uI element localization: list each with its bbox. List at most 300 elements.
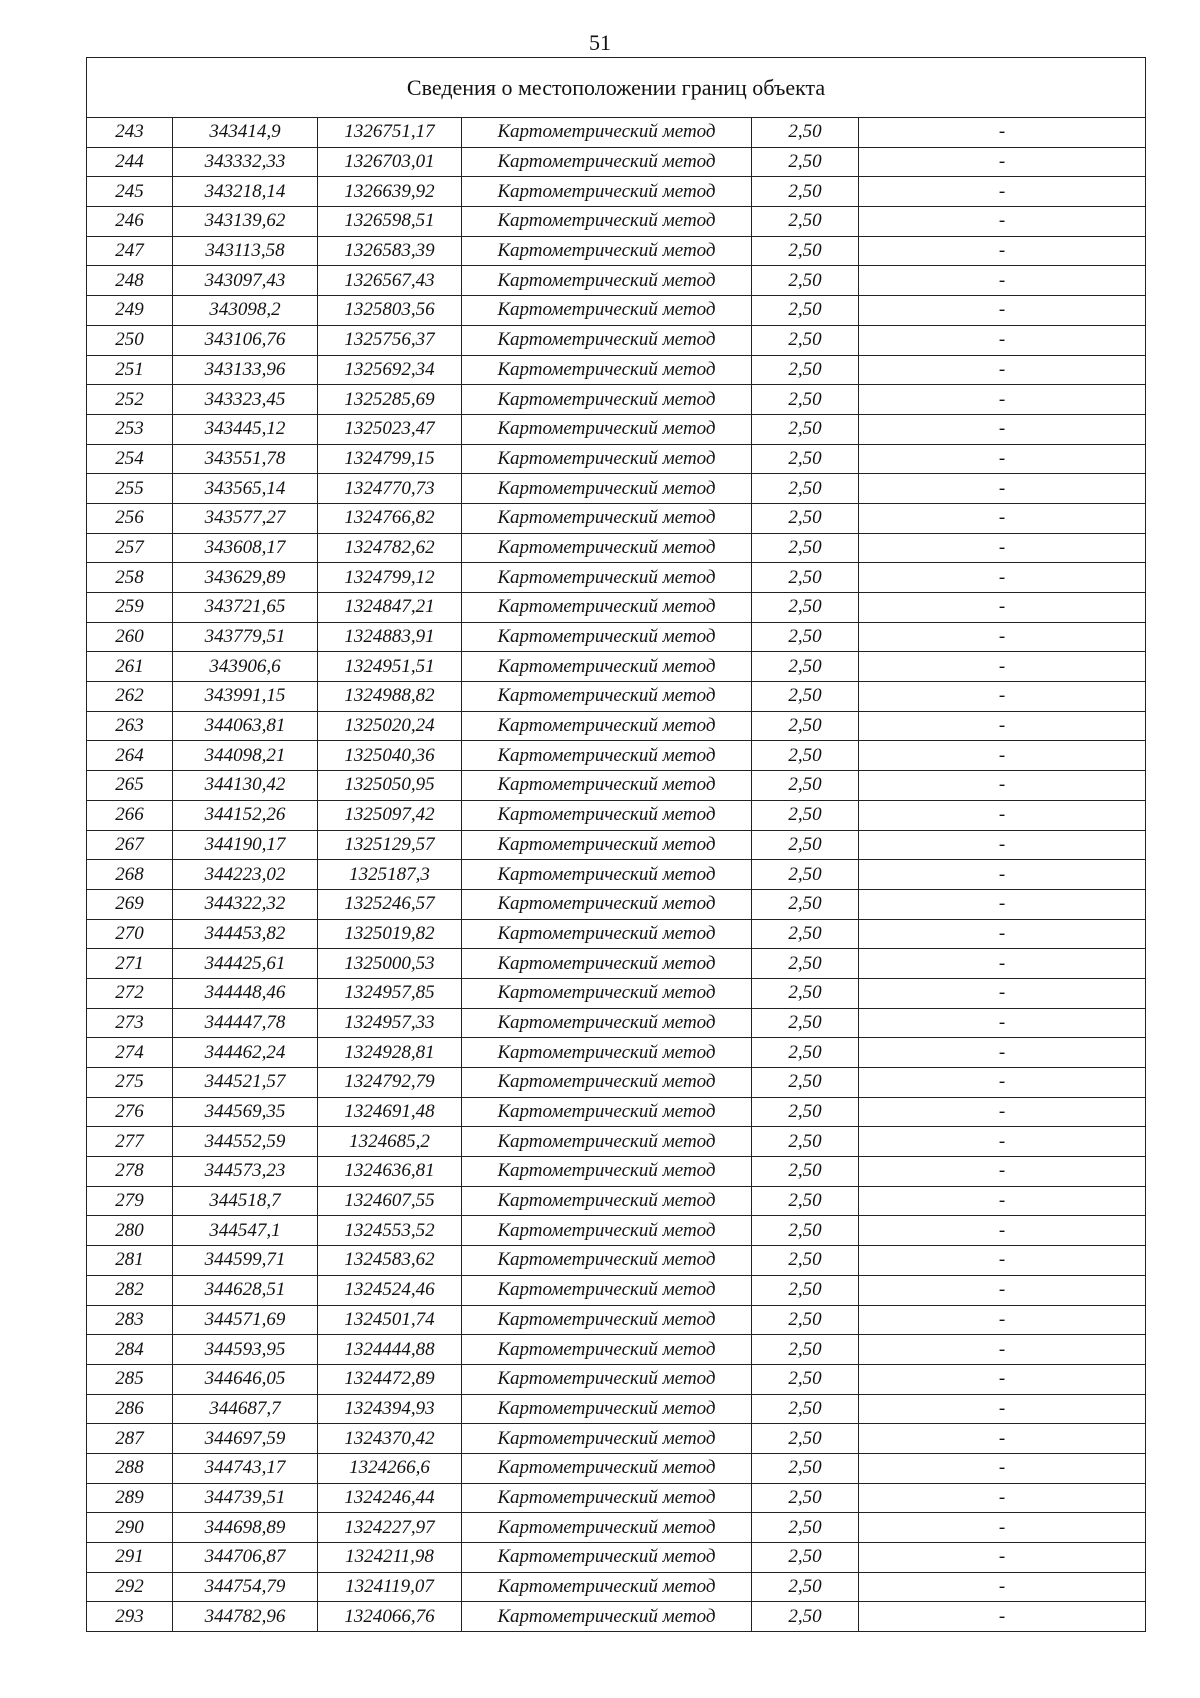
cell-coord-y: 1324472,89 bbox=[318, 1364, 462, 1394]
cell-accuracy: 2,50 bbox=[752, 1246, 859, 1276]
cell-accuracy: 2,50 bbox=[752, 563, 859, 593]
table-row bbox=[87, 1216, 1146, 1246]
cell-coord-x: 344739,51 bbox=[173, 1483, 318, 1513]
cell-note: - bbox=[859, 1068, 1146, 1098]
table-row bbox=[87, 296, 1146, 326]
cell-coord-x: 344521,57 bbox=[173, 1068, 318, 1098]
table-row bbox=[87, 563, 1146, 593]
cell-point-number: 292 bbox=[87, 1572, 173, 1602]
table-row bbox=[87, 474, 1146, 504]
cell-note: - bbox=[859, 1483, 1146, 1513]
cell-coord-x: 344448,46 bbox=[173, 978, 318, 1008]
table-row bbox=[87, 533, 1146, 563]
cell-coord-x: 344697,59 bbox=[173, 1424, 318, 1454]
cell-point-number: 265 bbox=[87, 771, 173, 801]
cell-coord-y: 1324799,15 bbox=[318, 444, 462, 474]
cell-method: Картометрический метод bbox=[462, 978, 752, 1008]
table-row bbox=[87, 325, 1146, 355]
cell-note: - bbox=[859, 444, 1146, 474]
cell-accuracy: 2,50 bbox=[752, 1097, 859, 1127]
cell-point-number: 262 bbox=[87, 682, 173, 712]
table-row bbox=[87, 1186, 1146, 1216]
cell-point-number: 288 bbox=[87, 1453, 173, 1483]
cell-point-number: 284 bbox=[87, 1335, 173, 1365]
cell-coord-x: 344706,87 bbox=[173, 1543, 318, 1573]
cell-method: Картометрический метод bbox=[462, 1364, 752, 1394]
cell-coord-y: 1324227,97 bbox=[318, 1513, 462, 1543]
cell-note: - bbox=[859, 563, 1146, 593]
cell-point-number: 270 bbox=[87, 919, 173, 949]
cell-coord-y: 1325692,34 bbox=[318, 355, 462, 385]
cell-coord-y: 1324444,88 bbox=[318, 1335, 462, 1365]
cell-method: Картометрический метод bbox=[462, 949, 752, 979]
cell-method: Картометрический метод bbox=[462, 682, 752, 712]
cell-coord-y: 1325019,82 bbox=[318, 919, 462, 949]
cell-note: - bbox=[859, 1453, 1146, 1483]
cell-coord-y: 1325000,53 bbox=[318, 949, 462, 979]
cell-accuracy: 2,50 bbox=[752, 711, 859, 741]
table-row bbox=[87, 1483, 1146, 1513]
cell-accuracy: 2,50 bbox=[752, 593, 859, 623]
cell-point-number: 251 bbox=[87, 355, 173, 385]
table-row bbox=[87, 949, 1146, 979]
cell-coord-y: 1324066,76 bbox=[318, 1602, 462, 1632]
cell-coord-x: 343323,45 bbox=[173, 385, 318, 415]
cell-coord-x: 343565,14 bbox=[173, 474, 318, 504]
cell-coord-y: 1324770,73 bbox=[318, 474, 462, 504]
table-row bbox=[87, 355, 1146, 385]
cell-method: Картометрический метод bbox=[462, 1216, 752, 1246]
cell-method: Картометрический метод bbox=[462, 1038, 752, 1068]
cell-coord-x: 344687,7 bbox=[173, 1394, 318, 1424]
cell-note: - bbox=[859, 1543, 1146, 1573]
cell-accuracy: 2,50 bbox=[752, 177, 859, 207]
cell-note: - bbox=[859, 949, 1146, 979]
cell-coord-y: 1325187,3 bbox=[318, 860, 462, 890]
cell-coord-x: 344453,82 bbox=[173, 919, 318, 949]
cell-accuracy: 2,50 bbox=[752, 741, 859, 771]
cell-method: Картометрический метод bbox=[462, 1572, 752, 1602]
cell-point-number: 263 bbox=[87, 711, 173, 741]
cell-coord-x: 343218,14 bbox=[173, 177, 318, 207]
cell-coord-y: 1326703,01 bbox=[318, 147, 462, 177]
table-title: Сведения о местоположении границ объекта bbox=[87, 58, 1146, 118]
page-number: 51 bbox=[589, 30, 611, 55]
cell-note: - bbox=[859, 1008, 1146, 1038]
cell-point-number: 275 bbox=[87, 1068, 173, 1098]
cell-coord-y: 1324685,2 bbox=[318, 1127, 462, 1157]
cell-coord-x: 344518,7 bbox=[173, 1186, 318, 1216]
cell-coord-y: 1324988,82 bbox=[318, 682, 462, 712]
cell-coord-x: 343906,6 bbox=[173, 652, 318, 682]
cell-note: - bbox=[859, 503, 1146, 533]
cell-note: - bbox=[859, 1246, 1146, 1276]
cell-accuracy: 2,50 bbox=[752, 147, 859, 177]
cell-accuracy: 2,50 bbox=[752, 622, 859, 652]
cell-point-number: 289 bbox=[87, 1483, 173, 1513]
cell-point-number: 254 bbox=[87, 444, 173, 474]
table-row bbox=[87, 800, 1146, 830]
cell-coord-y: 1326751,17 bbox=[318, 118, 462, 148]
cell-coord-y: 1326567,43 bbox=[318, 266, 462, 296]
cell-accuracy: 2,50 bbox=[752, 414, 859, 444]
cell-point-number: 272 bbox=[87, 978, 173, 1008]
cell-coord-x: 343098,2 bbox=[173, 296, 318, 326]
cell-point-number: 256 bbox=[87, 503, 173, 533]
cell-accuracy: 2,50 bbox=[752, 1453, 859, 1483]
cell-point-number: 277 bbox=[87, 1127, 173, 1157]
cell-point-number: 273 bbox=[87, 1008, 173, 1038]
cell-accuracy: 2,50 bbox=[752, 325, 859, 355]
cell-note: - bbox=[859, 1186, 1146, 1216]
table-row bbox=[87, 1157, 1146, 1187]
table-row bbox=[87, 266, 1146, 296]
cell-coord-y: 1325803,56 bbox=[318, 296, 462, 326]
cell-coord-x: 344573,23 bbox=[173, 1157, 318, 1187]
cell-note: - bbox=[859, 741, 1146, 771]
cell-method: Картометрический метод bbox=[462, 266, 752, 296]
cell-note: - bbox=[859, 1572, 1146, 1602]
cell-note: - bbox=[859, 1275, 1146, 1305]
cell-note: - bbox=[859, 414, 1146, 444]
cell-note: - bbox=[859, 652, 1146, 682]
cell-method: Картометрический метод bbox=[462, 177, 752, 207]
cell-coord-y: 1325246,57 bbox=[318, 889, 462, 919]
table-row bbox=[87, 147, 1146, 177]
cell-note: - bbox=[859, 236, 1146, 266]
cell-coord-x: 344754,79 bbox=[173, 1572, 318, 1602]
cell-coord-x: 344628,51 bbox=[173, 1275, 318, 1305]
cell-point-number: 249 bbox=[87, 296, 173, 326]
cell-note: - bbox=[859, 177, 1146, 207]
cell-note: - bbox=[859, 889, 1146, 919]
cell-point-number: 293 bbox=[87, 1602, 173, 1632]
cell-coord-x: 343139,62 bbox=[173, 207, 318, 237]
cell-method: Картометрический метод bbox=[462, 1602, 752, 1632]
table-row bbox=[87, 593, 1146, 623]
cell-coord-x: 344571,69 bbox=[173, 1305, 318, 1335]
cell-point-number: 283 bbox=[87, 1305, 173, 1335]
cell-note: - bbox=[859, 1127, 1146, 1157]
cell-coord-x: 343414,9 bbox=[173, 118, 318, 148]
cell-coord-x: 344782,96 bbox=[173, 1602, 318, 1632]
table-row bbox=[87, 1068, 1146, 1098]
cell-accuracy: 2,50 bbox=[752, 978, 859, 1008]
cell-coord-y: 1324266,6 bbox=[318, 1453, 462, 1483]
table-row bbox=[87, 1424, 1146, 1454]
cell-method: Картометрический метод bbox=[462, 533, 752, 563]
cell-coord-y: 1324524,46 bbox=[318, 1275, 462, 1305]
cell-coord-x: 343629,89 bbox=[173, 563, 318, 593]
table-row bbox=[87, 236, 1146, 266]
cell-method: Картометрический метод bbox=[462, 1157, 752, 1187]
cell-accuracy: 2,50 bbox=[752, 919, 859, 949]
table-row bbox=[87, 444, 1146, 474]
cell-note: - bbox=[859, 978, 1146, 1008]
cell-accuracy: 2,50 bbox=[752, 1602, 859, 1632]
cell-coord-y: 1324370,42 bbox=[318, 1424, 462, 1454]
cell-coord-y: 1324928,81 bbox=[318, 1038, 462, 1068]
cell-coord-y: 1325023,47 bbox=[318, 414, 462, 444]
cell-coord-x: 343779,51 bbox=[173, 622, 318, 652]
cell-accuracy: 2,50 bbox=[752, 1335, 859, 1365]
cell-accuracy: 2,50 bbox=[752, 1513, 859, 1543]
cell-accuracy: 2,50 bbox=[752, 771, 859, 801]
cell-coord-x: 343097,43 bbox=[173, 266, 318, 296]
cell-point-number: 253 bbox=[87, 414, 173, 444]
cell-point-number: 257 bbox=[87, 533, 173, 563]
cell-accuracy: 2,50 bbox=[752, 1216, 859, 1246]
table-row bbox=[87, 771, 1146, 801]
cell-note: - bbox=[859, 118, 1146, 148]
cell-coord-x: 344447,78 bbox=[173, 1008, 318, 1038]
cell-coord-y: 1325020,24 bbox=[318, 711, 462, 741]
cell-method: Картометрический метод bbox=[462, 1513, 752, 1543]
cell-note: - bbox=[859, 296, 1146, 326]
cell-method: Картометрический метод bbox=[462, 860, 752, 890]
cell-point-number: 264 bbox=[87, 741, 173, 771]
cell-coord-y: 1324799,12 bbox=[318, 563, 462, 593]
cell-method: Картометрический метод bbox=[462, 1008, 752, 1038]
table-row bbox=[87, 1394, 1146, 1424]
table-row bbox=[87, 177, 1146, 207]
cell-coord-x: 344425,61 bbox=[173, 949, 318, 979]
cell-coord-x: 343991,15 bbox=[173, 682, 318, 712]
cell-point-number: 245 bbox=[87, 177, 173, 207]
table-row bbox=[87, 741, 1146, 771]
cell-coord-y: 1326639,92 bbox=[318, 177, 462, 207]
table-row bbox=[87, 385, 1146, 415]
cell-coord-x: 343721,65 bbox=[173, 593, 318, 623]
cell-point-number: 243 bbox=[87, 118, 173, 148]
cell-method: Картометрический метод bbox=[462, 1394, 752, 1424]
cell-coord-x: 344552,59 bbox=[173, 1127, 318, 1157]
cell-note: - bbox=[859, 593, 1146, 623]
cell-coord-x: 343551,78 bbox=[173, 444, 318, 474]
cell-accuracy: 2,50 bbox=[752, 889, 859, 919]
cell-note: - bbox=[859, 711, 1146, 741]
cell-method: Картометрический метод bbox=[462, 622, 752, 652]
table-row bbox=[87, 1097, 1146, 1127]
cell-method: Картометрический метод bbox=[462, 474, 752, 504]
cell-method: Картометрический метод bbox=[462, 1453, 752, 1483]
table-row bbox=[87, 1602, 1146, 1632]
cell-method: Картометрический метод bbox=[462, 830, 752, 860]
cell-coord-x: 344698,89 bbox=[173, 1513, 318, 1543]
cell-note: - bbox=[859, 355, 1146, 385]
table-row bbox=[87, 652, 1146, 682]
cell-note: - bbox=[859, 682, 1146, 712]
cell-accuracy: 2,50 bbox=[752, 503, 859, 533]
cell-coord-x: 344593,95 bbox=[173, 1335, 318, 1365]
cell-coord-x: 344063,81 bbox=[173, 711, 318, 741]
cell-note: - bbox=[859, 1602, 1146, 1632]
cell-accuracy: 2,50 bbox=[752, 355, 859, 385]
cell-method: Картометрический метод bbox=[462, 236, 752, 266]
cell-note: - bbox=[859, 474, 1146, 504]
cell-coord-x: 343332,33 bbox=[173, 147, 318, 177]
cell-method: Картометрический метод bbox=[462, 563, 752, 593]
cell-note: - bbox=[859, 830, 1146, 860]
cell-coord-x: 344462,24 bbox=[173, 1038, 318, 1068]
cell-accuracy: 2,50 bbox=[752, 1572, 859, 1602]
cell-accuracy: 2,50 bbox=[752, 236, 859, 266]
cell-method: Картометрический метод bbox=[462, 355, 752, 385]
cell-method: Картометрический метод bbox=[462, 1483, 752, 1513]
cell-coord-y: 1324607,55 bbox=[318, 1186, 462, 1216]
cell-method: Картометрический метод bbox=[462, 296, 752, 326]
cell-coord-y: 1324246,44 bbox=[318, 1483, 462, 1513]
cell-coord-y: 1324883,91 bbox=[318, 622, 462, 652]
cell-accuracy: 2,50 bbox=[752, 1543, 859, 1573]
cell-note: - bbox=[859, 1216, 1146, 1246]
cell-accuracy: 2,50 bbox=[752, 207, 859, 237]
cell-coord-y: 1324957,33 bbox=[318, 1008, 462, 1038]
cell-method: Картометрический метод bbox=[462, 1186, 752, 1216]
cell-method: Картометрический метод bbox=[462, 741, 752, 771]
cell-accuracy: 2,50 bbox=[752, 1394, 859, 1424]
cell-accuracy: 2,50 bbox=[752, 1186, 859, 1216]
cell-point-number: 260 bbox=[87, 622, 173, 652]
cell-accuracy: 2,50 bbox=[752, 1157, 859, 1187]
cell-accuracy: 2,50 bbox=[752, 1483, 859, 1513]
cell-note: - bbox=[859, 1364, 1146, 1394]
cell-note: - bbox=[859, 1394, 1146, 1424]
cell-coord-x: 344322,32 bbox=[173, 889, 318, 919]
cell-point-number: 286 bbox=[87, 1394, 173, 1424]
cell-note: - bbox=[859, 1038, 1146, 1068]
cell-method: Картометрический метод bbox=[462, 1068, 752, 1098]
table-row bbox=[87, 1275, 1146, 1305]
cell-note: - bbox=[859, 1335, 1146, 1365]
cell-note: - bbox=[859, 1097, 1146, 1127]
cell-method: Картометрический метод bbox=[462, 593, 752, 623]
cell-coord-x: 343133,96 bbox=[173, 355, 318, 385]
cell-accuracy: 2,50 bbox=[752, 1127, 859, 1157]
cell-point-number: 287 bbox=[87, 1424, 173, 1454]
cell-point-number: 271 bbox=[87, 949, 173, 979]
cell-coord-y: 1324691,48 bbox=[318, 1097, 462, 1127]
cell-note: - bbox=[859, 1305, 1146, 1335]
cell-method: Картометрический метод bbox=[462, 1275, 752, 1305]
cell-coord-y: 1325285,69 bbox=[318, 385, 462, 415]
cell-method: Картометрический метод bbox=[462, 414, 752, 444]
cell-coord-y: 1324957,85 bbox=[318, 978, 462, 1008]
cell-point-number: 255 bbox=[87, 474, 173, 504]
table-row bbox=[87, 860, 1146, 890]
cell-point-number: 247 bbox=[87, 236, 173, 266]
cell-point-number: 276 bbox=[87, 1097, 173, 1127]
cell-accuracy: 2,50 bbox=[752, 1008, 859, 1038]
cell-note: - bbox=[859, 385, 1146, 415]
cell-point-number: 268 bbox=[87, 860, 173, 890]
cell-note: - bbox=[859, 325, 1146, 355]
cell-method: Картометрический метод bbox=[462, 147, 752, 177]
cell-method: Картометрический метод bbox=[462, 711, 752, 741]
cell-coord-x: 344152,26 bbox=[173, 800, 318, 830]
cell-method: Картометрический метод bbox=[462, 1097, 752, 1127]
cell-note: - bbox=[859, 860, 1146, 890]
table-row bbox=[87, 1543, 1146, 1573]
cell-method: Картометрический метод bbox=[462, 1424, 752, 1454]
cell-point-number: 261 bbox=[87, 652, 173, 682]
cell-coord-x: 344130,42 bbox=[173, 771, 318, 801]
cell-method: Картометрический метод bbox=[462, 503, 752, 533]
cell-point-number: 258 bbox=[87, 563, 173, 593]
table-row bbox=[87, 978, 1146, 1008]
cell-coord-y: 1325050,95 bbox=[318, 771, 462, 801]
cell-coord-x: 344547,1 bbox=[173, 1216, 318, 1246]
cell-coord-y: 1324766,82 bbox=[318, 503, 462, 533]
cell-note: - bbox=[859, 919, 1146, 949]
cell-coord-y: 1325097,42 bbox=[318, 800, 462, 830]
table-row bbox=[87, 622, 1146, 652]
cell-coord-y: 1324501,74 bbox=[318, 1305, 462, 1335]
cell-coord-x: 344190,17 bbox=[173, 830, 318, 860]
cell-coord-y: 1324553,52 bbox=[318, 1216, 462, 1246]
table-row bbox=[87, 503, 1146, 533]
cell-coord-y: 1325040,36 bbox=[318, 741, 462, 771]
cell-coord-y: 1324847,21 bbox=[318, 593, 462, 623]
cell-coord-y: 1324782,62 bbox=[318, 533, 462, 563]
cell-method: Картометрический метод bbox=[462, 1127, 752, 1157]
cell-point-number: 274 bbox=[87, 1038, 173, 1068]
cell-coord-y: 1324119,07 bbox=[318, 1572, 462, 1602]
cell-accuracy: 2,50 bbox=[752, 296, 859, 326]
table-row bbox=[87, 711, 1146, 741]
cell-accuracy: 2,50 bbox=[752, 949, 859, 979]
cell-accuracy: 2,50 bbox=[752, 1305, 859, 1335]
cell-accuracy: 2,50 bbox=[752, 830, 859, 860]
cell-coord-x: 344098,21 bbox=[173, 741, 318, 771]
table-row bbox=[87, 1513, 1146, 1543]
table-row bbox=[87, 919, 1146, 949]
cell-point-number: 291 bbox=[87, 1543, 173, 1573]
cell-point-number: 278 bbox=[87, 1157, 173, 1187]
cell-method: Картометрический метод bbox=[462, 385, 752, 415]
cell-accuracy: 2,50 bbox=[752, 682, 859, 712]
cell-point-number: 248 bbox=[87, 266, 173, 296]
table-row bbox=[87, 1038, 1146, 1068]
cell-coord-y: 1324394,93 bbox=[318, 1394, 462, 1424]
cell-point-number: 266 bbox=[87, 800, 173, 830]
table-row bbox=[87, 1246, 1146, 1276]
cell-method: Картометрический метод bbox=[462, 771, 752, 801]
cell-coord-y: 1326598,51 bbox=[318, 207, 462, 237]
cell-coord-y: 1324636,81 bbox=[318, 1157, 462, 1187]
cell-note: - bbox=[859, 771, 1146, 801]
table-row bbox=[87, 1335, 1146, 1365]
cell-coord-y: 1325756,37 bbox=[318, 325, 462, 355]
cell-point-number: 259 bbox=[87, 593, 173, 623]
cell-accuracy: 2,50 bbox=[752, 1038, 859, 1068]
cell-point-number: 252 bbox=[87, 385, 173, 415]
cell-coord-y: 1324583,62 bbox=[318, 1246, 462, 1276]
table-title-row bbox=[87, 58, 1146, 118]
cell-note: - bbox=[859, 1424, 1146, 1454]
cell-method: Картометрический метод bbox=[462, 1543, 752, 1573]
cell-accuracy: 2,50 bbox=[752, 266, 859, 296]
table-row bbox=[87, 889, 1146, 919]
cell-accuracy: 2,50 bbox=[752, 652, 859, 682]
cell-coord-x: 344646,05 bbox=[173, 1364, 318, 1394]
cell-coord-y: 1325129,57 bbox=[318, 830, 462, 860]
cell-note: - bbox=[859, 533, 1146, 563]
cell-accuracy: 2,50 bbox=[752, 385, 859, 415]
cell-accuracy: 2,50 bbox=[752, 474, 859, 504]
cell-method: Картометрический метод bbox=[462, 444, 752, 474]
cell-coord-y: 1324792,79 bbox=[318, 1068, 462, 1098]
